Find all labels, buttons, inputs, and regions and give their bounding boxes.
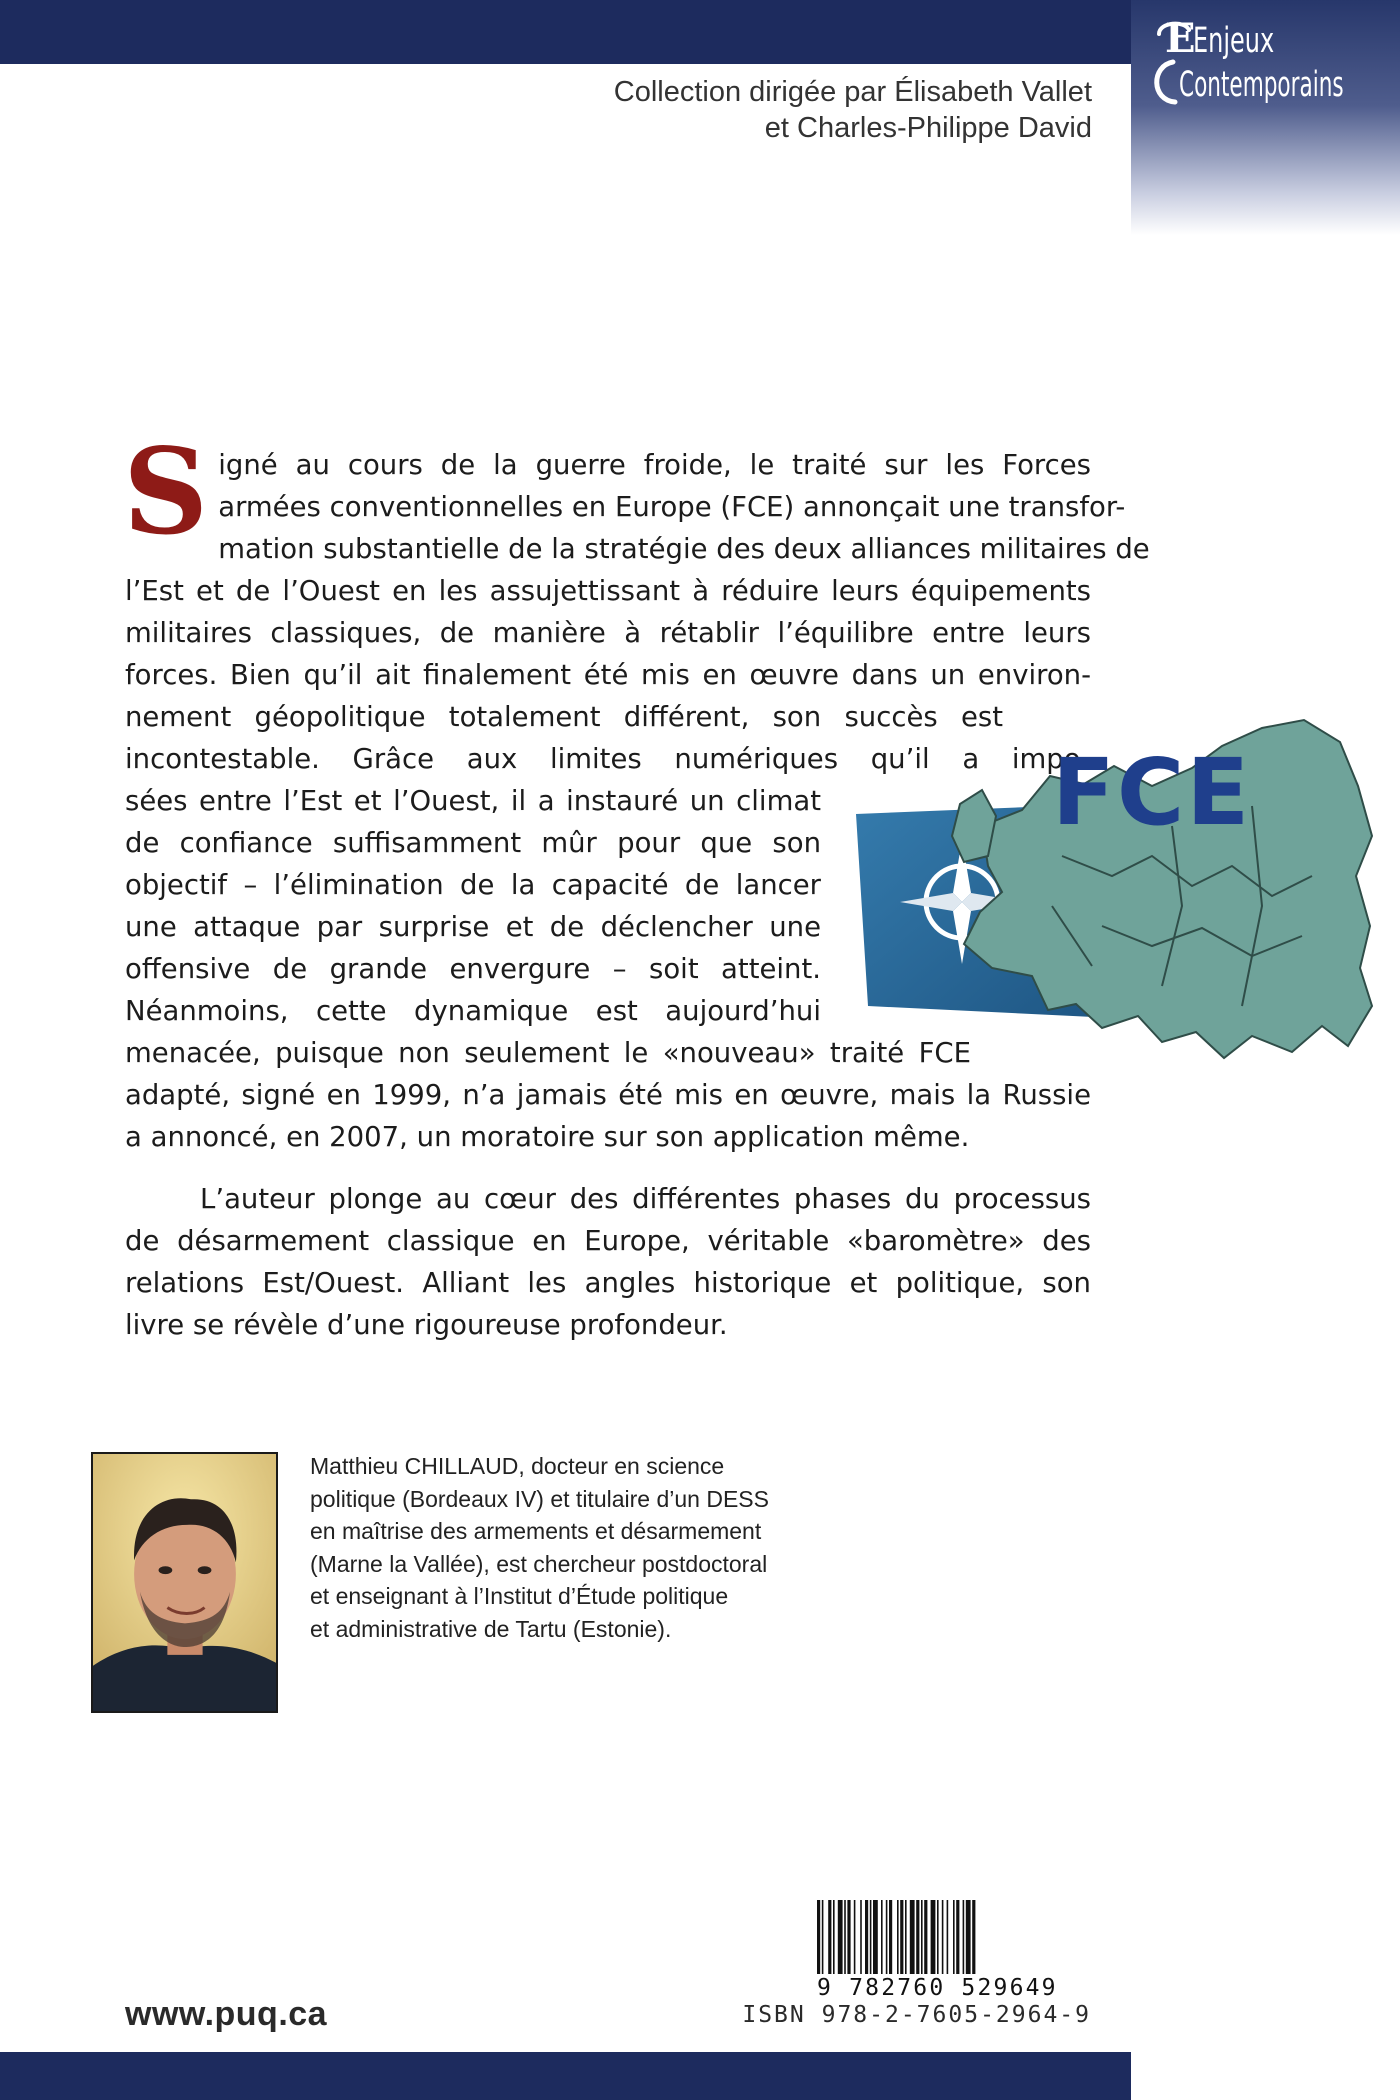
logo-line-2: Contemporains <box>1179 63 1344 105</box>
barcode-graphic <box>755 1898 1095 1998</box>
summary-line: armées conventionnelles en Europe (FCE) annonçait une transfor- <box>218 491 1126 523</box>
author-photo <box>91 1452 278 1713</box>
publisher-website: www.puq.ca <box>125 1995 328 2033</box>
summary-line: l’Est et de l’Ouest en les assujettissant à réduire leurs équipements <box>125 575 1091 607</box>
bio-line: Matthieu CHILLAUD, docteur en science <box>310 1453 725 1479</box>
bio-line: (Marne la Vallée), est chercheur postdoctoral <box>310 1550 768 1577</box>
summary-line: incontestable. Grâce aux limites numériques qu’il a impo- <box>125 743 1091 775</box>
summary-line: a annoncé, en 2007, un moratoire sur son application même. <box>125 1121 970 1153</box>
summary-line: offensive de grande envergure – soit atteint. <box>125 953 821 985</box>
summary-line: nement géopolitique totalement différent, son succès est <box>125 701 1003 733</box>
isbn-number: ISBN 978-2-7605-2964-9 <box>742 2002 1091 2028</box>
summary-line: relations Est/Ouest. Alliant les angles historique et politique, son <box>125 1267 1091 1299</box>
bottom-band <box>0 2052 1131 2100</box>
summary-line: menacée, puisque non seulement le «nouveau» traité FCE <box>125 1037 971 1069</box>
summary-line: L’auteur plonge au cœur des différentes phases du processus <box>200 1183 1091 1215</box>
bio-line: et administrative de Tartu (Estonie). <box>310 1615 672 1642</box>
collection-line-2: et Charles-Philippe David <box>764 112 1092 144</box>
summary-line: objectif – l’élimination de la capacité de lancer <box>125 869 821 901</box>
dropcap-letter: S <box>123 422 209 561</box>
summary-line: livre se révèle d’une rigoureuse profondeur. <box>125 1309 728 1341</box>
summary-line: adapté, signé en 1999, n’a jamais été mis en œuvre, mais la Russie <box>125 1079 1091 1111</box>
summary-line: Néanmoins, cette dynamique est aujourd’hui <box>125 995 821 1027</box>
fce-label: FCE <box>1052 739 1252 846</box>
series-logo <box>1145 14 1390 134</box>
fce-nato-map-illustration <box>852 706 1382 1071</box>
collection-line-1: Collection dirigée par Élisabeth Vallet <box>613 76 1092 108</box>
author-bio <box>310 1450 850 1645</box>
logo-line-1: Enjeux <box>1193 20 1275 62</box>
summary-line: sées entre l’Est et l’Ouest, il a instauré un climat <box>125 785 821 817</box>
summary-line: une attaque par surprise et de déclencher une <box>125 911 821 943</box>
summary-line: militaires classiques, de manière à rétablir l’équilibre entre leurs <box>125 617 1091 649</box>
collection-credit <box>614 74 1092 146</box>
summary-line: forces. Bien qu’il ait finalement été mis en œuvre dans un environ- <box>125 659 1091 691</box>
svg-text:E: E <box>1165 15 1196 62</box>
bio-line: et enseignant à l’Institut d’Étude politique <box>310 1583 729 1609</box>
bio-line: en maîtrise des armements et désarmement <box>310 1518 762 1544</box>
summary-paragraph-2 <box>125 1178 1091 1346</box>
summary-line: igné au cours de la guerre froide, le traité sur les Forces <box>218 449 1091 481</box>
bio-line: politique (Bordeaux IV) et titulaire d’un DESS <box>310 1485 769 1512</box>
barcode-digits: 9 782760 529649 <box>817 1975 1058 1998</box>
top-band <box>0 0 1131 64</box>
uk-map <box>952 790 996 862</box>
summary-line: de désarmement classique en Europe, véritable «baromètre» des <box>125 1225 1091 1257</box>
summary-line: de confiance suffisamment mûr pour que son <box>125 827 821 859</box>
summary-line: mation substantielle de la stratégie des deux alliances militaires de <box>218 533 1150 565</box>
series-logo-panel <box>1131 0 1400 235</box>
isbn-barcode <box>742 1898 1095 2043</box>
